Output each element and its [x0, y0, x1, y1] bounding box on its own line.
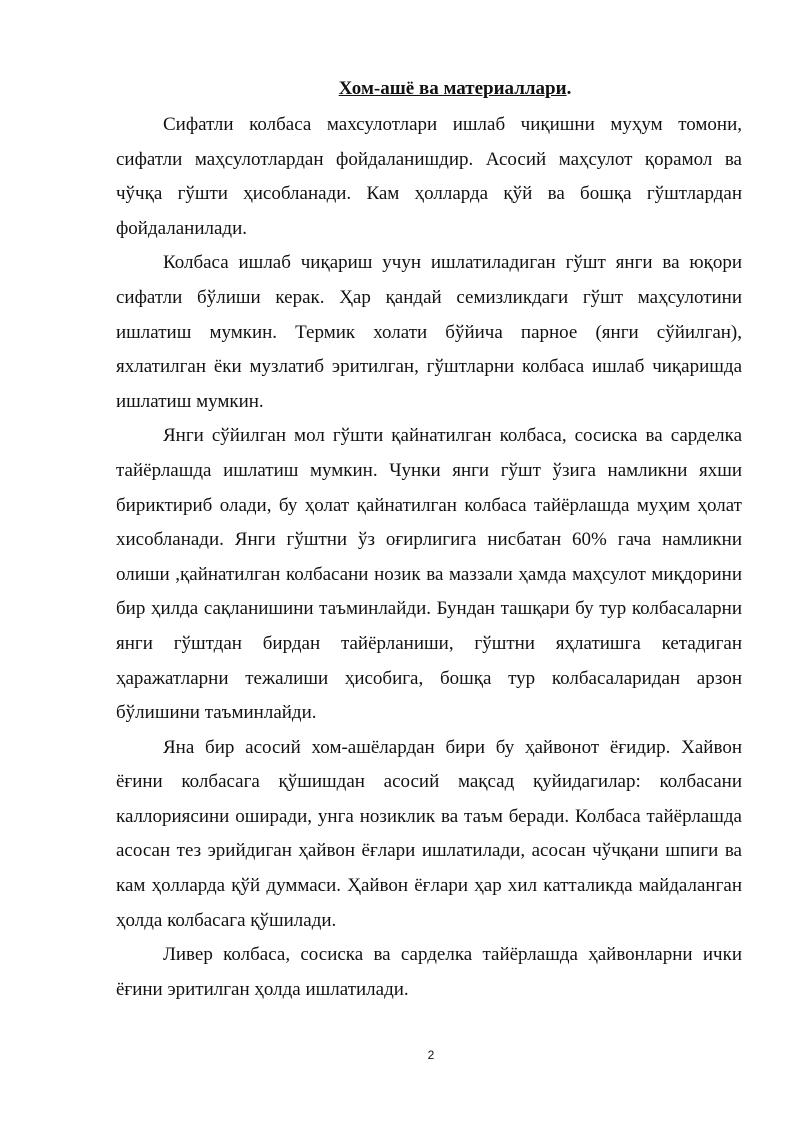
paragraph: Сифатли колбаса махсулотлари ишлаб чиқишни муҳум томони, сифатли маҳсулотлардан фойдаланишдир. Асосий маҳсулот қорамол ва чўчқа гўшти ҳисобланади. Кам ҳолларда қўй ва бошқа гўштлардан фойдаланилади.: [116, 114, 742, 239]
section-heading-title: Хом-ашё ва материаллари: [338, 78, 567, 99]
section-heading: [0, 76, 800, 102]
section-heading-period: .: [566, 78, 572, 99]
paragraph: Колбаса ишлаб чиқариш учун ишлатиладиган гўшт янги ва юқори сифатли бўлиши керак. Ҳар қандай семизликдаги гўшт маҳсулотини ишлатиш мумкин. Термик холати бўйича парное (янги сўйилган), яхлатилган ёки музлатиб эритилган, гўштларни колбаса ишлаб чиқаришда ишлатиш мумкин.: [116, 252, 742, 412]
body-text: [116, 108, 742, 1007]
paragraph: Янги сўйилган мол гўшти қайнатилган колбаса, сосиска ва сарделка тайёрлашда ишлатиш мумкин. Чунки янги гўшт ўзига намликни яхши бириктириб олади, бу ҳолат қайнатилган колбаса тайёрлашда муҳим ҳолат хисобланади. Янги гўштни ўз оғирлигига нисбатан 60% гача намликни олиши ,қайнатилган колбасани нозик ва маззали ҳамда маҳсулот миқдорини бир ҳилда сақланишини таъминлайди. Бундан ташқари бу тур колбасаларни янги гўштдан бирдан тайёрланиши, гўштни яҳлатишга кетадиган ҳаражатларни тежалиши ҳисобига, бошқа тур колбасаларидан арзон бўлишини таъминлайди.: [116, 425, 742, 724]
paragraph: Ливер колбаса, сосиска ва сарделка тайёрлашда ҳайвонларни ички ёғини эритилган ҳолда ишлатилади.: [116, 944, 742, 1000]
paragraph: Яна бир асосий хом-ашёлардан бири бу ҳайвонот ёғидир. Хайвон ёғини колбасага қўшишдан асосий мақсад қуйидагилар: колбасани каллориясини оширади, унга нозиклик ва таъм беради. Колбаса тайёрлашда асосан тез эрийдиган ҳайвон ёғлари ишлатилади, асосан чўчқани шпиги ва кам ҳолларда қўй думмаси. Ҳайвон ёғлари ҳар хил катталикда майдаланган ҳолда колбасага қўшилади.: [116, 736, 742, 931]
page-number: 2: [427, 1048, 435, 1062]
